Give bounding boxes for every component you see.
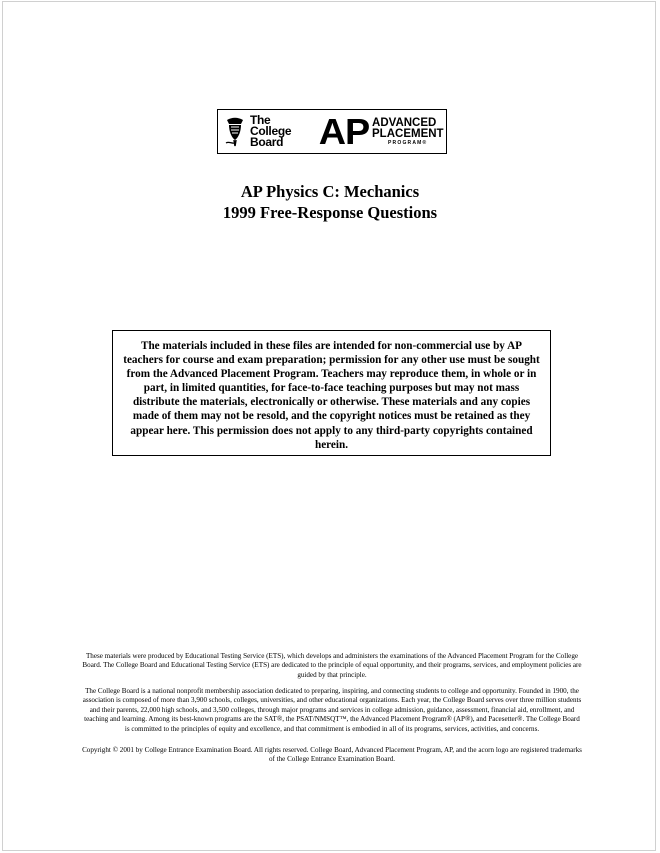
cb-line-3: Board: [250, 135, 284, 149]
usage-notice-box: The materials included in these files are intended for non-commercial use by AP teachers for course and exam preparation; permission for any other use must be sought from the Advanced Placement Program. Teachers may reproduce them, in whole or in part, in limited quantities, for face-to-face teaching purposes but may not mass distribute the materials, electronically or otherwise. These materials and any copies made of them may not be resold, and the copyright notices must be retained as they appear here. This permission does not apply to any third-party copyrights contained herein.: [112, 330, 551, 456]
college-board-logo: [218, 115, 316, 148]
document-page: [2, 1, 656, 851]
cb-line-1: The: [250, 113, 271, 127]
college-board-wordmark: [250, 115, 291, 148]
advanced-placement-wordmark: [372, 118, 444, 146]
footer-copyright: Copyright © 2001 by College Entrance Examination Board. All rights reserved. College Board, Advanced Placement Program, AP, and the acorn logo are registered trademarks of the College Entrance Examination Board.: [82, 746, 582, 764]
college-board-ap-logo: [217, 109, 447, 154]
ap-line-3: PROGRAM®: [388, 139, 428, 146]
acorn-icon: [224, 116, 246, 148]
footer-paragraph-ets: These materials were produced by Educational Testing Service (ETS), which develops and administers the examinations of the Advanced Placement Program for the College Board. The College Board and Educational Testing Service (ETS) are dedicated to the principle of equal opportunity, and their programs, services, and employment policies are guided by that principle.: [82, 652, 582, 679]
cb-line-2: College: [250, 124, 292, 138]
page-subtitle: 1999 Free-Response Questions: [222, 203, 438, 222]
page-title: AP Physics C: Mechanics: [240, 182, 420, 201]
ap-line-1: ADVANCED: [372, 116, 437, 129]
ap-line-2: PLACEMENT: [372, 127, 444, 140]
footer-paragraph-college-board: The College Board is a national nonprofit membership association dedicated to preparing, inspiring, and connecting students to college and opportunity. Founded in 1900, the association is composed of more than 3,900 schools, colleges, universities, and other educational organizations. Each year, the College Board serves over three million students and their parents, 22,000 high schools, and 3,500 colleges, through major programs and services in college admission, guidance, assessment, financial aid, enrollment, and teaching and learning. Among its best-known programs are the SAT®, the PSAT/NMSQT™, the Advanced Placement Program® (AP®), and Pacesetter®. The College Board is committed to the principles of equity and excellence, and that commitment is embodied in all of its programs, services, activities, and concerns.: [82, 687, 582, 733]
ap-wordmark: AP: [318, 110, 370, 152]
